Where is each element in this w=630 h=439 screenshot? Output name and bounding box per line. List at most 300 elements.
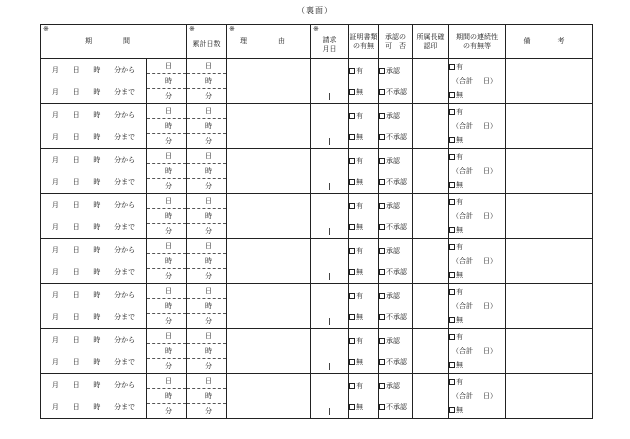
disapprove-checkbox[interactable] [379, 359, 385, 365]
total-open-label: （合計 [452, 347, 473, 355]
request-date-cell[interactable] [311, 194, 349, 239]
certificate-yes-checkbox[interactable] [349, 338, 355, 344]
certificate-cell [349, 284, 379, 329]
cumulative-minute-unit: 分 [205, 407, 212, 415]
cumulative-cell[interactable] [187, 149, 227, 194]
remarks-cell[interactable] [506, 149, 593, 194]
disapprove-label: 不承認 [386, 222, 407, 231]
reason-cell[interactable] [227, 194, 311, 239]
duration-day-unit: 日 [165, 62, 172, 70]
continuity-no-checkbox[interactable] [449, 317, 455, 323]
approval-cell [379, 104, 413, 149]
disapprove-checkbox[interactable] [379, 404, 385, 410]
remarks-label: 備 考 [523, 37, 575, 46]
cumulative-hour-unit: 時 [205, 392, 212, 400]
duration-day-unit: 日 [165, 377, 172, 385]
cumulative-cell[interactable] [187, 374, 227, 419]
reason-cell[interactable] [227, 329, 311, 374]
entry-row [41, 104, 593, 149]
remarks-cell[interactable] [506, 59, 593, 104]
reason-cell[interactable] [227, 239, 311, 284]
month-unit: 月 [51, 381, 59, 389]
continuity-label-2: の有無等 [463, 41, 491, 50]
continuity-yes-checkbox[interactable] [449, 109, 455, 115]
continuity-cell [449, 284, 506, 329]
certificate-header [349, 25, 379, 59]
duration-hour-unit: 時 [165, 347, 172, 355]
request-date-cell[interactable] [311, 239, 349, 284]
hour-unit: 時 [93, 201, 101, 209]
reason-cell[interactable] [227, 59, 311, 104]
certificate-no-checkbox[interactable] [349, 89, 355, 95]
period-from-line [41, 194, 146, 216]
period-cell[interactable] [41, 329, 147, 374]
hour-unit: 時 [93, 358, 101, 366]
period-cell[interactable] [41, 374, 147, 419]
period-cell[interactable] [41, 239, 147, 284]
mark-cumulative: ※ [189, 25, 195, 33]
cumulative-day-unit: 日 [205, 377, 212, 385]
cumulative-minute-unit: 分 [205, 137, 212, 145]
hour-unit: 時 [93, 246, 101, 254]
continuity-no-checkbox[interactable] [449, 137, 455, 143]
from-suffix: 分から [114, 246, 136, 254]
continuity-no-label: 無 [456, 361, 463, 369]
request-date-cell[interactable] [311, 59, 349, 104]
continuity-no-label: 無 [456, 91, 463, 99]
continuity-yes-checkbox[interactable] [449, 199, 455, 205]
approval-label-1: 承認の [385, 32, 406, 41]
certificate-yes-label: 有 [356, 66, 363, 75]
cumulative-day-unit: 日 [205, 152, 212, 160]
continuity-no-checkbox[interactable] [449, 227, 455, 233]
reason-cell[interactable] [227, 284, 311, 329]
duration-hour-unit: 時 [165, 167, 172, 175]
certificate-no-label: 無 [356, 402, 363, 411]
continuity-yes-checkbox[interactable] [449, 64, 455, 70]
day-unit: 日 [72, 381, 80, 389]
period-from-line [41, 104, 146, 126]
cumulative-hour-unit: 時 [205, 302, 212, 310]
mark-period: ※ [43, 25, 49, 33]
certificate-no-label: 無 [356, 132, 363, 141]
continuity-yes-checkbox[interactable] [449, 154, 455, 160]
cumulative-cell[interactable] [187, 239, 227, 284]
continuity-yes-checkbox[interactable] [449, 244, 455, 250]
certificate-no-label: 無 [356, 312, 363, 321]
period-from-line [41, 284, 146, 306]
request-date-header [311, 25, 349, 59]
approve-label: 承認 [386, 111, 400, 120]
approve-checkbox[interactable] [379, 158, 385, 164]
hour-unit: 時 [93, 313, 101, 321]
certificate-yes-label: 有 [356, 156, 363, 165]
continuity-no-label: 無 [456, 271, 463, 279]
month-unit: 月 [51, 246, 59, 254]
approve-label: 承認 [386, 156, 400, 165]
duration-hour-unit: 時 [165, 257, 172, 265]
certificate-cell [349, 149, 379, 194]
hour-unit: 時 [93, 268, 101, 276]
day-unit: 日 [72, 313, 80, 321]
total-day-label: 日） [483, 167, 497, 175]
reason-cell[interactable] [227, 104, 311, 149]
total-open-label: （合計 [452, 77, 473, 85]
duration-cell[interactable] [147, 149, 187, 194]
approve-label: 承認 [386, 291, 400, 300]
from-suffix: 分から [114, 156, 136, 164]
continuity-no-checkbox[interactable] [449, 182, 455, 188]
approve-checkbox[interactable] [379, 338, 385, 344]
cumulative-cell[interactable] [187, 194, 227, 239]
cumulative-days-header [187, 25, 227, 59]
chief-seal-cell[interactable] [413, 149, 449, 194]
period-to-line [41, 351, 146, 373]
continuity-cell [449, 239, 506, 284]
certificate-no-checkbox[interactable] [349, 404, 355, 410]
from-suffix: 分から [114, 381, 136, 389]
leave-record-table [40, 24, 593, 419]
entry-row [41, 284, 593, 329]
period-from-line [41, 149, 146, 171]
period-to-line [41, 171, 146, 193]
entry-row [41, 59, 593, 104]
cumulative-day-unit: 日 [205, 197, 212, 205]
total-day-label: 日） [483, 347, 497, 355]
disapprove-checkbox[interactable] [379, 179, 385, 185]
day-unit: 日 [72, 88, 80, 96]
certificate-no-checkbox[interactable] [349, 314, 355, 320]
duration-minute-unit: 分 [165, 317, 172, 325]
entry-row [41, 374, 593, 419]
approve-label: 承認 [386, 66, 400, 75]
certificate-no-checkbox[interactable] [349, 179, 355, 185]
period-cell[interactable] [41, 59, 147, 104]
duration-cell[interactable] [147, 284, 187, 329]
total-day-label: 日） [483, 77, 497, 85]
remarks-cell[interactable] [506, 284, 593, 329]
certificate-no-checkbox[interactable] [349, 359, 355, 365]
month-unit: 月 [51, 111, 59, 119]
chief-seal-cell[interactable] [413, 194, 449, 239]
duration-cell[interactable] [147, 59, 187, 104]
approve-checkbox[interactable] [379, 203, 385, 209]
duration-minute-unit: 分 [165, 92, 172, 100]
cumulative-day-unit: 日 [205, 242, 212, 250]
total-day-label: 日） [483, 392, 497, 400]
cumulative-minute-unit: 分 [205, 92, 212, 100]
continuity-label-1: 期間の連続性 [456, 32, 498, 41]
disapprove-checkbox[interactable] [379, 89, 385, 95]
day-unit: 日 [72, 403, 80, 411]
certificate-label-2: の有無 [353, 41, 374, 50]
cumulative-hour-unit: 時 [205, 77, 212, 85]
disapprove-checkbox[interactable] [379, 134, 385, 140]
approve-label: 承認 [386, 336, 400, 345]
certificate-yes-checkbox[interactable] [349, 158, 355, 164]
continuity-no-label: 無 [456, 181, 463, 189]
certificate-cell [349, 194, 379, 239]
separator-tick [329, 273, 330, 280]
header-row [41, 25, 593, 59]
request-date-cell[interactable] [311, 374, 349, 419]
remarks-cell[interactable] [506, 239, 593, 284]
duration-cell[interactable] [147, 104, 187, 149]
request-date-cell[interactable] [311, 104, 349, 149]
to-suffix: 分まで [114, 358, 136, 366]
mark-request: ※ [313, 25, 319, 33]
from-suffix: 分から [114, 111, 136, 119]
cumulative-minute-unit: 分 [205, 182, 212, 190]
to-suffix: 分まで [114, 403, 136, 411]
hour-unit: 時 [93, 66, 101, 74]
chief-seal-cell[interactable] [413, 59, 449, 104]
continuity-cell [449, 194, 506, 239]
day-unit: 日 [72, 111, 80, 119]
disapprove-label: 不承認 [386, 87, 407, 96]
day-unit: 日 [72, 246, 80, 254]
certificate-yes-checkbox[interactable] [349, 383, 355, 389]
duration-hour-unit: 時 [165, 392, 172, 400]
certificate-yes-label: 有 [356, 336, 363, 345]
separator-tick [329, 318, 330, 325]
cumulative-cell[interactable] [187, 329, 227, 374]
remarks-cell[interactable] [506, 329, 593, 374]
approve-checkbox[interactable] [379, 293, 385, 299]
certificate-yes-label: 有 [356, 381, 363, 390]
cumulative-hour-unit: 時 [205, 347, 212, 355]
reason-cell[interactable] [227, 149, 311, 194]
certificate-yes-checkbox[interactable] [349, 203, 355, 209]
duration-cell[interactable] [147, 194, 187, 239]
approval-cell [379, 194, 413, 239]
duration-minute-unit: 分 [165, 137, 172, 145]
from-suffix: 分から [114, 291, 136, 299]
remarks-cell[interactable] [506, 104, 593, 149]
day-unit: 日 [72, 358, 80, 366]
month-unit: 月 [51, 336, 59, 344]
certificate-cell [349, 59, 379, 104]
day-unit: 日 [72, 268, 80, 276]
cumulative-days-label: 累計日数 [192, 40, 221, 49]
approve-label: 承認 [386, 381, 400, 390]
cumulative-minute-unit: 分 [205, 227, 212, 235]
chief-seal-cell[interactable] [413, 374, 449, 419]
duration-cell[interactable] [147, 329, 187, 374]
continuity-yes-checkbox[interactable] [449, 379, 455, 385]
hour-unit: 時 [93, 291, 101, 299]
duration-minute-unit: 分 [165, 227, 172, 235]
approval-label-2: 可 否 [385, 41, 406, 50]
mark-reason: ※ [229, 25, 235, 33]
approval-cell [379, 284, 413, 329]
month-unit: 月 [51, 133, 59, 141]
continuity-cell [449, 149, 506, 194]
month-unit: 月 [51, 178, 59, 186]
cumulative-day-unit: 日 [205, 332, 212, 340]
chief-seal-cell[interactable] [413, 284, 449, 329]
approval-cell [379, 374, 413, 419]
request-label-2: 月日 [322, 44, 337, 53]
period-to-line [41, 81, 146, 103]
certificate-no-checkbox[interactable] [349, 224, 355, 230]
separator-tick [329, 228, 330, 235]
duration-hour-unit: 時 [165, 212, 172, 220]
continuity-cell [449, 329, 506, 374]
period-cell[interactable] [41, 194, 147, 239]
certificate-no-checkbox[interactable] [349, 134, 355, 140]
from-suffix: 分から [114, 336, 136, 344]
certificate-yes-checkbox[interactable] [349, 113, 355, 119]
separator-tick [329, 363, 330, 370]
certificate-cell [349, 374, 379, 419]
disapprove-label: 不承認 [386, 267, 407, 276]
continuity-yes-label: 有 [456, 63, 463, 71]
duration-minute-unit: 分 [165, 407, 172, 415]
from-suffix: 分から [114, 66, 136, 74]
disapprove-checkbox[interactable] [379, 314, 385, 320]
cumulative-cell[interactable] [187, 59, 227, 104]
period-from-line [41, 59, 146, 81]
approve-label: 承認 [386, 246, 400, 255]
day-unit: 日 [72, 291, 80, 299]
separator-tick [329, 138, 330, 145]
period-from-line [41, 329, 146, 351]
period-header [41, 25, 187, 59]
total-day-label: 日） [483, 257, 497, 265]
continuity-yes-label: 有 [456, 288, 463, 296]
cumulative-cell[interactable] [187, 284, 227, 329]
continuity-cell [449, 59, 506, 104]
chief-seal-label-1: 所属長確 [416, 32, 445, 41]
approve-label: 承認 [386, 201, 400, 210]
to-suffix: 分まで [114, 133, 136, 141]
period-from-line [41, 374, 146, 396]
hour-unit: 時 [93, 156, 101, 164]
continuity-no-label: 無 [456, 136, 463, 144]
approval-header [379, 25, 413, 59]
period-to-line [41, 396, 146, 418]
duration-day-unit: 日 [165, 107, 172, 115]
day-unit: 日 [72, 66, 80, 74]
separator-tick [329, 408, 330, 415]
separator-tick [329, 183, 330, 190]
approval-cell [379, 329, 413, 374]
hour-unit: 時 [93, 111, 101, 119]
day-unit: 日 [72, 223, 80, 231]
chief-seal-cell[interactable] [413, 104, 449, 149]
continuity-yes-label: 有 [456, 378, 463, 386]
to-suffix: 分まで [114, 223, 136, 231]
separator-tick [329, 93, 330, 100]
disapprove-checkbox[interactable] [379, 224, 385, 230]
certificate-no-label: 無 [356, 267, 363, 276]
duration-cell[interactable] [147, 239, 187, 284]
chief-seal-cell[interactable] [413, 239, 449, 284]
cumulative-minute-unit: 分 [205, 317, 212, 325]
request-date-cell[interactable] [311, 329, 349, 374]
certificate-cell [349, 104, 379, 149]
continuity-no-checkbox[interactable] [449, 272, 455, 278]
duration-day-unit: 日 [165, 242, 172, 250]
continuity-yes-label: 有 [456, 108, 463, 116]
duration-day-unit: 日 [165, 152, 172, 160]
month-unit: 月 [51, 201, 59, 209]
continuity-no-checkbox[interactable] [449, 407, 455, 413]
cumulative-cell[interactable] [187, 104, 227, 149]
approve-checkbox[interactable] [379, 113, 385, 119]
day-unit: 日 [72, 178, 80, 186]
duration-minute-unit: 分 [165, 182, 172, 190]
chief-seal-cell[interactable] [413, 329, 449, 374]
request-label-1: 請求 [322, 35, 337, 44]
month-unit: 月 [51, 403, 59, 411]
certificate-label-1: 証明書類 [349, 32, 378, 41]
cumulative-hour-unit: 時 [205, 212, 212, 220]
remarks-cell[interactable] [506, 374, 593, 419]
hour-unit: 時 [93, 178, 101, 186]
entry-row [41, 329, 593, 374]
continuity-no-checkbox[interactable] [449, 92, 455, 98]
request-date-cell[interactable] [311, 284, 349, 329]
duration-hour-unit: 時 [165, 77, 172, 85]
duration-cell[interactable] [147, 374, 187, 419]
day-unit: 日 [72, 133, 80, 141]
request-date-cell[interactable] [311, 149, 349, 194]
cumulative-day-unit: 日 [205, 287, 212, 295]
approve-checkbox[interactable] [379, 383, 385, 389]
continuity-yes-checkbox[interactable] [449, 334, 455, 340]
remarks-cell[interactable] [506, 194, 593, 239]
approve-checkbox[interactable] [379, 68, 385, 74]
certificate-no-checkbox[interactable] [349, 269, 355, 275]
continuity-no-label: 無 [456, 406, 463, 414]
duration-day-unit: 日 [165, 197, 172, 205]
continuity-cell [449, 104, 506, 149]
certificate-yes-checkbox[interactable] [349, 68, 355, 74]
month-unit: 月 [51, 223, 59, 231]
disapprove-label: 不承認 [386, 312, 407, 321]
continuity-no-checkbox[interactable] [449, 362, 455, 368]
disapprove-checkbox[interactable] [379, 269, 385, 275]
period-cell[interactable] [41, 284, 147, 329]
reason-cell[interactable] [227, 374, 311, 419]
certificate-no-label: 無 [356, 357, 363, 366]
continuity-yes-label: 有 [456, 153, 463, 161]
approve-checkbox[interactable] [379, 248, 385, 254]
to-suffix: 分まで [114, 88, 136, 96]
cumulative-hour-unit: 時 [205, 257, 212, 265]
period-cell[interactable] [41, 104, 147, 149]
continuity-yes-checkbox[interactable] [449, 289, 455, 295]
period-cell[interactable] [41, 149, 147, 194]
hour-unit: 時 [93, 223, 101, 231]
total-open-label: （合計 [452, 122, 473, 130]
day-unit: 日 [72, 156, 80, 164]
certificate-yes-checkbox[interactable] [349, 248, 355, 254]
certificate-yes-checkbox[interactable] [349, 293, 355, 299]
duration-hour-unit: 時 [165, 302, 172, 310]
cumulative-minute-unit: 分 [205, 362, 212, 370]
total-open-label: （合計 [452, 257, 473, 265]
disapprove-label: 不承認 [386, 402, 407, 411]
month-unit: 月 [51, 268, 59, 276]
hour-unit: 時 [93, 133, 101, 141]
hour-unit: 時 [93, 88, 101, 96]
continuity-no-label: 無 [456, 226, 463, 234]
approval-cell [379, 59, 413, 104]
duration-day-unit: 日 [165, 287, 172, 295]
